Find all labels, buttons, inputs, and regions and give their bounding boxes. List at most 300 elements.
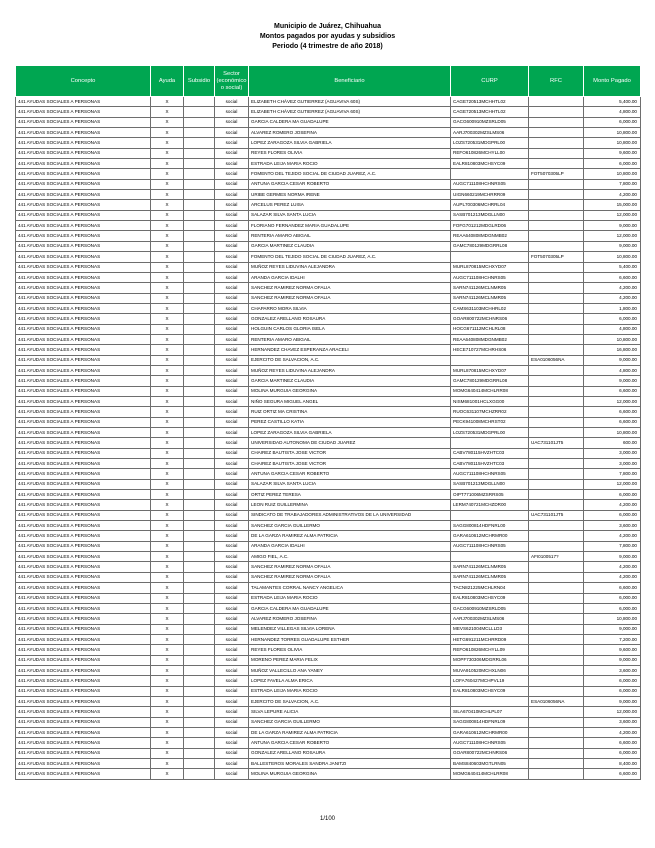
cell-concepto: 441 AYUDAS SOCIALES A PERSONAS bbox=[16, 614, 151, 624]
cell-concepto: 441 AYUDAS SOCIALES A PERSONAS bbox=[16, 686, 151, 696]
cell-ayuda: X bbox=[151, 448, 184, 458]
cell-rfc bbox=[529, 262, 584, 272]
cell-monto: 6,000.00 bbox=[584, 510, 641, 520]
cell-curp: MURL870815MCHXYD07 bbox=[451, 365, 529, 375]
cell-beneficiario: ARANDA GARCIA IDALHI bbox=[249, 272, 451, 282]
cell-rfc: ESA0106056NA bbox=[529, 696, 584, 706]
table-row bbox=[16, 748, 641, 758]
cell-beneficiario: ELIZABETH CHÁVEZ GUTIERREZ (AGUAVIVA 60S) bbox=[249, 107, 451, 117]
cell-rfc bbox=[529, 603, 584, 613]
table-row bbox=[16, 190, 641, 200]
cell-curp: MOMG640414MCHLRR08 bbox=[451, 386, 529, 396]
cell-rfc bbox=[529, 179, 584, 189]
cell-concepto: 441 AYUDAS SOCIALES A PERSONAS bbox=[16, 593, 151, 603]
cell-concepto: 441 AYUDAS SOCIALES A PERSONAS bbox=[16, 355, 151, 365]
payments-table bbox=[15, 65, 641, 780]
table-row bbox=[16, 510, 641, 520]
cell-concepto: 441 AYUDAS SOCIALES A PERSONAS bbox=[16, 293, 151, 303]
table-row bbox=[16, 283, 641, 293]
cell-subsidio bbox=[184, 634, 215, 644]
cell-curp: SARN741126MCLNMR05 bbox=[451, 283, 529, 293]
cell-rfc bbox=[529, 645, 584, 655]
cell-subsidio bbox=[184, 438, 215, 448]
cell-sector: social bbox=[215, 334, 249, 344]
cell-beneficiario: GARCIA MARTINEZ CLAUDIA bbox=[249, 241, 451, 251]
cell-concepto: 441 AYUDAS SOCIALES A PERSONAS bbox=[16, 128, 151, 138]
cell-curp: AUGC711108HCHNRS05 bbox=[451, 738, 529, 748]
cell-concepto: 441 AYUDAS SOCIALES A PERSONAS bbox=[16, 727, 151, 737]
cell-rfc bbox=[529, 490, 584, 500]
cell-ayuda: X bbox=[151, 603, 184, 613]
table-row bbox=[16, 334, 641, 344]
table-row bbox=[16, 603, 641, 613]
cell-rfc bbox=[529, 210, 584, 220]
cell-rfc bbox=[529, 324, 584, 334]
cell-subsidio bbox=[184, 252, 215, 262]
cell-sector: social bbox=[215, 655, 249, 665]
cell-curp: SAGG800814HDFNRL00 bbox=[451, 521, 529, 531]
cell-beneficiario: SANCHEZ RAMIREZ NORMA OFALIA bbox=[249, 293, 451, 303]
cell-curp: MEVS621004MCLLLD3 bbox=[451, 624, 529, 634]
table-row bbox=[16, 727, 641, 737]
cell-monto: 8,400.00 bbox=[584, 759, 641, 769]
cell-subsidio bbox=[184, 283, 215, 293]
cell-monto: 9,000.00 bbox=[584, 696, 641, 706]
cell-sector: social bbox=[215, 314, 249, 324]
cell-sector: social bbox=[215, 738, 249, 748]
cell-curp: HOCG671112MCHLRL08 bbox=[451, 324, 529, 334]
cell-beneficiario: AMIGO FIEL, A.C. bbox=[249, 552, 451, 562]
cell-monto: 9,000.00 bbox=[584, 221, 641, 231]
cell-beneficiario: SALAZAR SILVA SANTA LUCIA bbox=[249, 210, 451, 220]
cell-curp: GACG600910MZSRLD05 bbox=[451, 603, 529, 613]
cell-beneficiario: HERNANDEZ CHAVEZ ESPERANZA ARACELI bbox=[249, 345, 451, 355]
cell-beneficiario: ALVAREZ ROMERO JOSEFINA bbox=[249, 128, 451, 138]
cell-rfc bbox=[529, 624, 584, 634]
cell-concepto: 441 AYUDAS SOCIALES A PERSONAS bbox=[16, 407, 151, 417]
cell-sector: social bbox=[215, 759, 249, 769]
cell-ayuda: X bbox=[151, 583, 184, 593]
cell-ayuda: X bbox=[151, 262, 184, 272]
cell-monto: 12,000.00 bbox=[584, 707, 641, 717]
cell-subsidio bbox=[184, 376, 215, 386]
cell-ayuda: X bbox=[151, 552, 184, 562]
cell-sector: social bbox=[215, 510, 249, 520]
cell-sector: social bbox=[215, 645, 249, 655]
cell-ayuda: X bbox=[151, 190, 184, 200]
cell-sector: social bbox=[215, 521, 249, 531]
table-header-row bbox=[16, 66, 641, 97]
cell-ayuda: X bbox=[151, 717, 184, 727]
cell-ayuda: X bbox=[151, 169, 184, 179]
cell-beneficiario: ELIZABETH CHÁVEZ GUTIERREZ (AGUAVIVA 60S) bbox=[249, 97, 451, 107]
cell-concepto: 441 AYUDAS SOCIALES A PERSONAS bbox=[16, 510, 151, 520]
table-row bbox=[16, 169, 641, 179]
cell-ayuda: X bbox=[151, 376, 184, 386]
cell-monto: 6,000.00 bbox=[584, 490, 641, 500]
cell-sector: social bbox=[215, 231, 249, 241]
cell-beneficiario: TALAMANTES CORRAL NANCY ANGELICA bbox=[249, 583, 451, 593]
cell-beneficiario: LOPEZ ZARAGOZA SILVIA GABRIELA bbox=[249, 428, 451, 438]
cell-sector: social bbox=[215, 686, 249, 696]
cell-monto: 9,000.00 bbox=[584, 355, 641, 365]
cell-monto: 9,000.00 bbox=[584, 376, 641, 386]
cell-curp: SILA670410MCHLPL07 bbox=[451, 707, 529, 717]
cell-ayuda: X bbox=[151, 562, 184, 572]
cell-beneficiario: ARANDA GARCIA IDALHI bbox=[249, 541, 451, 551]
cell-ayuda: X bbox=[151, 334, 184, 344]
cell-concepto: 441 AYUDAS SOCIALES A PERSONAS bbox=[16, 179, 151, 189]
cell-ayuda: X bbox=[151, 738, 184, 748]
cell-beneficiario: UNIVERSIDAD AUTONOMA DE CIUDAD JUAREZ bbox=[249, 438, 451, 448]
cell-concepto: 441 AYUDAS SOCIALES A PERSONAS bbox=[16, 448, 151, 458]
cell-subsidio bbox=[184, 562, 215, 572]
table-row bbox=[16, 634, 641, 644]
cell-subsidio bbox=[184, 200, 215, 210]
cell-concepto: 441 AYUDAS SOCIALES A PERSONAS bbox=[16, 583, 151, 593]
cell-sector: social bbox=[215, 500, 249, 510]
cell-rfc bbox=[529, 97, 584, 107]
cell-curp: TACN821225MCHLRN04 bbox=[451, 583, 529, 593]
cell-sector: social bbox=[215, 593, 249, 603]
cell-sector: social bbox=[215, 376, 249, 386]
table-row bbox=[16, 696, 641, 706]
cell-beneficiario: SANCHEZ RAMIREZ NORMA OFALIA bbox=[249, 572, 451, 582]
cell-concepto: 441 AYUDAS SOCIALES A PERSONAS bbox=[16, 469, 151, 479]
cell-sector: social bbox=[215, 303, 249, 313]
cell-rfc bbox=[529, 365, 584, 375]
cell-subsidio bbox=[184, 241, 215, 251]
cell-rfc bbox=[529, 572, 584, 582]
cell-ayuda: X bbox=[151, 676, 184, 686]
cell-ayuda: X bbox=[151, 138, 184, 148]
table-row bbox=[16, 117, 641, 127]
cell-rfc bbox=[529, 717, 584, 727]
cell-beneficiario: CHAIREZ BAUTISTA JOSE VICTOR bbox=[249, 448, 451, 458]
cell-subsidio bbox=[184, 614, 215, 624]
cell-beneficiario: REYES FLORES OLIVIA bbox=[249, 645, 451, 655]
cell-monto: 15,000.00 bbox=[584, 200, 641, 210]
cell-beneficiario: MORENO PEREZ MARIA FELIX bbox=[249, 655, 451, 665]
cell-ayuda: X bbox=[151, 355, 184, 365]
cell-concepto: 441 AYUDAS SOCIALES A PERSONAS bbox=[16, 210, 151, 220]
cell-concepto: 441 AYUDAS SOCIALES A PERSONAS bbox=[16, 262, 151, 272]
cell-monto: 6,600.00 bbox=[584, 407, 641, 417]
cell-concepto: 441 AYUDAS SOCIALES A PERSONAS bbox=[16, 531, 151, 541]
table-row bbox=[16, 128, 641, 138]
cell-monto: 12,000.00 bbox=[584, 210, 641, 220]
table-row bbox=[16, 210, 641, 220]
cell-subsidio bbox=[184, 345, 215, 355]
cell-beneficiario: MELENDEZ VILLEGAS SILVIA LORENA bbox=[249, 624, 451, 634]
cell-rfc bbox=[529, 583, 584, 593]
cell-subsidio bbox=[184, 314, 215, 324]
cell-ayuda: X bbox=[151, 645, 184, 655]
cell-ayuda: X bbox=[151, 314, 184, 324]
table-row bbox=[16, 365, 641, 375]
table-row bbox=[16, 479, 641, 489]
cell-curp: REFO610826MCHYLL09 bbox=[451, 645, 529, 655]
table-row bbox=[16, 562, 641, 572]
cell-ayuda: X bbox=[151, 417, 184, 427]
cell-curp: HETG691211MCHRRD09 bbox=[451, 634, 529, 644]
table-row bbox=[16, 241, 641, 251]
table-row bbox=[16, 97, 641, 107]
cell-ayuda: X bbox=[151, 531, 184, 541]
cell-monto: 9,000.00 bbox=[584, 624, 641, 634]
table-row bbox=[16, 738, 641, 748]
cell-concepto: 441 AYUDAS SOCIALES A PERSONAS bbox=[16, 169, 151, 179]
cell-ayuda: X bbox=[151, 407, 184, 417]
cell-monto: 7,200.00 bbox=[584, 634, 641, 644]
cell-monto: 4,200.00 bbox=[584, 562, 641, 572]
cell-rfc bbox=[529, 128, 584, 138]
cell-concepto: 441 AYUDAS SOCIALES A PERSONAS bbox=[16, 159, 151, 169]
cell-ayuda: X bbox=[151, 293, 184, 303]
cell-ayuda: X bbox=[151, 459, 184, 469]
cell-concepto: 441 AYUDAS SOCIALES A PERSONAS bbox=[16, 303, 151, 313]
cell-beneficiario: REYES FLORES OLIVIA bbox=[249, 148, 451, 158]
cell-monto: 4,800.00 bbox=[584, 324, 641, 334]
cell-monto: 6,600.00 bbox=[584, 272, 641, 282]
cell-rfc bbox=[529, 107, 584, 117]
report-title: Municipio de Juárez, Chihuahua bbox=[274, 23, 381, 30]
cell-curp bbox=[451, 252, 529, 262]
cell-sector: social bbox=[215, 241, 249, 251]
cell-sector: social bbox=[215, 138, 249, 148]
cell-curp: GACG600910MZSRLD05 bbox=[451, 117, 529, 127]
cell-ayuda: X bbox=[151, 386, 184, 396]
cell-sector: social bbox=[215, 345, 249, 355]
cell-monto: 3,600.00 bbox=[584, 717, 641, 727]
cell-curp: AUPL700306MCHRRL04 bbox=[451, 200, 529, 210]
table-row bbox=[16, 655, 641, 665]
cell-ayuda: X bbox=[151, 179, 184, 189]
cell-curp: SARN741126MCLNMR05 bbox=[451, 562, 529, 572]
cell-beneficiario: MUÑOZ REYES LIDUVINA ALEJANDRA bbox=[249, 365, 451, 375]
cell-beneficiario: LOPEZ FAVELA ALMA ERICA bbox=[249, 676, 451, 686]
cell-curp bbox=[451, 355, 529, 365]
cell-curp: GOAR800722MCHNRS06 bbox=[451, 314, 529, 324]
cell-subsidio bbox=[184, 738, 215, 748]
cell-curp: SASB701213MDGLLN00 bbox=[451, 479, 529, 489]
cell-monto: 1,800.00 bbox=[584, 303, 641, 313]
cell-sector: social bbox=[215, 479, 249, 489]
table-row bbox=[16, 490, 641, 500]
table-row bbox=[16, 686, 641, 696]
cell-sector: social bbox=[215, 665, 249, 675]
cell-sector: social bbox=[215, 748, 249, 758]
cell-subsidio bbox=[184, 676, 215, 686]
column-header-concepto: Concepto bbox=[16, 66, 151, 97]
cell-beneficiario: ESTRADA LEIJA MARIA ROCIO bbox=[249, 686, 451, 696]
cell-concepto: 441 AYUDAS SOCIALES A PERSONAS bbox=[16, 541, 151, 551]
cell-sector: social bbox=[215, 407, 249, 417]
cell-subsidio bbox=[184, 396, 215, 406]
cell-beneficiario: RUIZ ORTIZ MA CRISTINA bbox=[249, 407, 451, 417]
cell-concepto: 441 AYUDAS SOCIALES A PERSONAS bbox=[16, 376, 151, 386]
cell-sector: social bbox=[215, 107, 249, 117]
cell-curp: RUOC631107MCHZRR02 bbox=[451, 407, 529, 417]
cell-ayuda: X bbox=[151, 97, 184, 107]
cell-concepto: 441 AYUDAS SOCIALES A PERSONAS bbox=[16, 252, 151, 262]
cell-rfc bbox=[529, 159, 584, 169]
table-row bbox=[16, 138, 641, 148]
cell-subsidio bbox=[184, 665, 215, 675]
cell-curp bbox=[451, 510, 529, 520]
cell-monto: 600.00 bbox=[584, 438, 641, 448]
cell-curp: GAMC780129MDGRRL08 bbox=[451, 241, 529, 251]
cell-monto: 4,800.00 bbox=[584, 107, 641, 117]
cell-beneficiario: NIÑO SEGURA MIGUEL ANGEL bbox=[249, 396, 451, 406]
table-row bbox=[16, 407, 641, 417]
cell-subsidio bbox=[184, 407, 215, 417]
cell-monto: 9,600.00 bbox=[584, 645, 641, 655]
cell-concepto: 441 AYUDAS SOCIALES A PERSONAS bbox=[16, 759, 151, 769]
table-row bbox=[16, 448, 641, 458]
cell-curp bbox=[451, 438, 529, 448]
cell-concepto: 441 AYUDAS SOCIALES A PERSONAS bbox=[16, 190, 151, 200]
cell-beneficiario: FLORIANO FERNANDEZ MARIA GUADALUPE bbox=[249, 221, 451, 231]
table-row bbox=[16, 107, 641, 117]
cell-subsidio bbox=[184, 428, 215, 438]
cell-monto: 4,200.00 bbox=[584, 190, 641, 200]
column-header-sector: Sector (económico o social) bbox=[215, 66, 249, 97]
table-row bbox=[16, 355, 641, 365]
cell-ayuda: X bbox=[151, 759, 184, 769]
cell-monto: 7,800.00 bbox=[584, 541, 641, 551]
cell-sector: social bbox=[215, 469, 249, 479]
cell-subsidio bbox=[184, 148, 215, 158]
cell-sector: social bbox=[215, 386, 249, 396]
cell-monto: 12,000.00 bbox=[584, 479, 641, 489]
cell-ayuda: X bbox=[151, 283, 184, 293]
cell-curp: NISM681001HCLXGG00 bbox=[451, 396, 529, 406]
cell-ayuda: X bbox=[151, 769, 184, 779]
cell-concepto: 441 AYUDAS SOCIALES A PERSONAS bbox=[16, 552, 151, 562]
cell-beneficiario: MOLINA MURGUIA GEORGINA bbox=[249, 386, 451, 396]
cell-concepto: 441 AYUDAS SOCIALES A PERSONAS bbox=[16, 634, 151, 644]
column-header-curp: CURP bbox=[451, 66, 529, 97]
cell-ayuda: X bbox=[151, 428, 184, 438]
cell-subsidio bbox=[184, 624, 215, 634]
table-row bbox=[16, 376, 641, 386]
cell-ayuda: X bbox=[151, 521, 184, 531]
cell-ayuda: X bbox=[151, 541, 184, 551]
cell-subsidio bbox=[184, 303, 215, 313]
cell-sector: social bbox=[215, 97, 249, 107]
cell-subsidio bbox=[184, 531, 215, 541]
cell-subsidio bbox=[184, 272, 215, 282]
cell-monto: 5,400.00 bbox=[584, 97, 641, 107]
cell-monto: 10,800.00 bbox=[584, 334, 641, 344]
cell-monto: 6,600.00 bbox=[584, 417, 641, 427]
cell-concepto: 441 AYUDAS SOCIALES A PERSONAS bbox=[16, 490, 151, 500]
cell-subsidio bbox=[184, 97, 215, 107]
cell-curp: UIGN660219MCHRRR09 bbox=[451, 190, 529, 200]
cell-monto: 10,800.00 bbox=[584, 128, 641, 138]
cell-subsidio bbox=[184, 696, 215, 706]
cell-ayuda: X bbox=[151, 614, 184, 624]
cell-sector: social bbox=[215, 148, 249, 158]
cell-monto: 6,000.00 bbox=[584, 603, 641, 613]
cell-monto: 10,800.00 bbox=[584, 428, 641, 438]
cell-monto: 6,000.00 bbox=[584, 593, 641, 603]
cell-sector: social bbox=[215, 262, 249, 272]
cell-curp: AUGC711108HCHNRS05 bbox=[451, 179, 529, 189]
cell-rfc bbox=[529, 407, 584, 417]
cell-monto: 5,400.00 bbox=[584, 262, 641, 272]
cell-monto: 10,800.00 bbox=[584, 252, 641, 262]
cell-rfc bbox=[529, 531, 584, 541]
cell-sector: social bbox=[215, 365, 249, 375]
cell-beneficiario: GARCIA CALDERA MA GUADALUPE bbox=[249, 117, 451, 127]
table-row bbox=[16, 221, 641, 231]
cell-beneficiario: SANCHEZ RAMIREZ NORMA OFALIA bbox=[249, 562, 451, 572]
cell-rfc bbox=[529, 190, 584, 200]
cell-curp: MURL870815MCHXYD07 bbox=[451, 262, 529, 272]
cell-rfc bbox=[529, 283, 584, 293]
cell-rfc: FOT5070305LP bbox=[529, 169, 584, 179]
cell-rfc bbox=[529, 469, 584, 479]
cell-monto: 12,000.00 bbox=[584, 231, 641, 241]
cell-beneficiario: MUÑOZ REYES LIDUVINA ALEJANDRA bbox=[249, 262, 451, 272]
cell-sector: social bbox=[215, 448, 249, 458]
cell-rfc bbox=[529, 314, 584, 324]
cell-rfc bbox=[529, 334, 584, 344]
cell-curp: CAMS631103MCHHRL02 bbox=[451, 303, 529, 313]
cell-curp: SARN741126MCLNMR05 bbox=[451, 293, 529, 303]
cell-monto: 6,000.00 bbox=[584, 686, 641, 696]
cell-rfc bbox=[529, 459, 584, 469]
cell-sector: social bbox=[215, 355, 249, 365]
cell-rfc: FOT5070305LP bbox=[529, 252, 584, 262]
cell-subsidio bbox=[184, 210, 215, 220]
cell-sector: social bbox=[215, 272, 249, 282]
cell-monto: 6,000.00 bbox=[584, 676, 641, 686]
cell-sector: social bbox=[215, 428, 249, 438]
cell-sector: social bbox=[215, 293, 249, 303]
cell-concepto: 441 AYUDAS SOCIALES A PERSONAS bbox=[16, 603, 151, 613]
table-row bbox=[16, 179, 641, 189]
cell-sector: social bbox=[215, 459, 249, 469]
cell-curp: LOZS720531MDGPRL00 bbox=[451, 428, 529, 438]
cell-subsidio bbox=[184, 221, 215, 231]
cell-concepto: 441 AYUDAS SOCIALES A PERSONAS bbox=[16, 283, 151, 293]
cell-beneficiario: MOLINA MURGUIA GEORGINA bbox=[249, 769, 451, 779]
cell-rfc bbox=[529, 707, 584, 717]
cell-sector: social bbox=[215, 210, 249, 220]
cell-subsidio bbox=[184, 686, 215, 696]
cell-rfc bbox=[529, 396, 584, 406]
cell-sector: social bbox=[215, 179, 249, 189]
table-row bbox=[16, 665, 641, 675]
cell-ayuda: X bbox=[151, 200, 184, 210]
cell-beneficiario: SANCHEZ RAMIREZ NORMA OFALIA bbox=[249, 283, 451, 293]
cell-beneficiario: CHAIREZ BAUTISTA JOSE VICTOR bbox=[249, 459, 451, 469]
cell-sector: social bbox=[215, 707, 249, 717]
cell-rfc bbox=[529, 138, 584, 148]
cell-concepto: 441 AYUDAS SOCIALES A PERSONAS bbox=[16, 334, 151, 344]
cell-monto: 3,600.00 bbox=[584, 665, 641, 675]
cell-subsidio bbox=[184, 107, 215, 117]
cell-subsidio bbox=[184, 479, 215, 489]
cell-concepto: 441 AYUDAS SOCIALES A PERSONAS bbox=[16, 645, 151, 655]
cell-rfc bbox=[529, 231, 584, 241]
cell-monto: 4,200.00 bbox=[584, 572, 641, 582]
cell-curp: LOZS720531MDGPRL00 bbox=[451, 138, 529, 148]
cell-sector: social bbox=[215, 283, 249, 293]
